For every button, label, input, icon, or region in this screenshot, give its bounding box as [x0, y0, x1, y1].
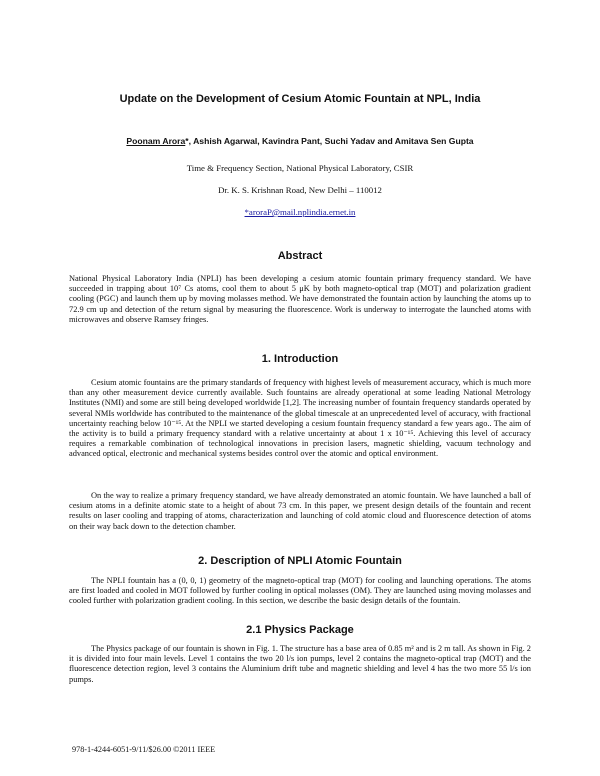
section-2-1-paragraph-1-text: The Physics package of our fountain is shown in Fig. 1. The structure has a base area of 0.85 m² and is 2 m tall. As shown in Fig. 2 it is divided into four main levels. Level 1 contains the two 20 l/s ion pumps, level 2 contains the magneto-optical trap (MOT) and the fluorescence detection region, level 3 contains the Aluminium drift tube and magnetic shielding and level 4 has the two more 55 l/s ion pumps. — [69, 644, 531, 684]
affiliation-line-2: Dr. K. S. Krishnan Road, New Delhi – 110012 — [218, 185, 382, 195]
section-2-paragraph-1 — [69, 576, 531, 607]
abstract-text: National Physical Laboratory India (NPLI) has been developing a cesium atomic fountain primary frequency standard. We have succeeded in trapping about 10⁷ Cs atoms, cool them to about 5 μK by both magneto-optical trap (MOT) and polarization gradient cooling (PGC) and launch them up by moving molasses method. We have demonstrated the fountain action by launching the atoms up to 72.9 cm up and detection of the return signal by measuring the fluorescence. Work is underway to interrogate the launched atoms with microwaves and observe Ramsey fringes. — [69, 274, 531, 324]
copyright-footer: 978-1-4244-6051-9/11/$26.00 ©2011 IEEE — [72, 745, 216, 754]
section-2-1-paragraph-1 — [69, 644, 531, 685]
other-authors: *, Ashish Agarwal, Kavindra Pant, Suchi Yadav and Amitava Sen Gupta — [185, 136, 474, 146]
author-list — [0, 136, 600, 146]
section-1-paragraph-1 — [69, 378, 531, 460]
section-1-paragraph-2 — [69, 491, 531, 532]
section-2-1-heading: 2.1 Physics Package — [246, 624, 354, 636]
abstract-heading: Abstract — [277, 250, 323, 262]
section-1-paragraph-1-text: Cesium atomic fountains are the primary standards of frequency with highest levels of measurement accuracy, which is much more than any other measurement device currently available. Such fountains are already operational at some leading National Metrology Institutes (NMI) and some are still being developed worldwide [1,2]. The increasing number of fountain frequency standards operated by several NMIs worldwide has contributed to the maintenance of the global timescale at an unprecedented level of accuracy, with fractional uncertainty reaching below 10⁻¹⁵. At the NPLI we started developing a cesium fountain frequency standard a few years ago.. The aim of the activity is to build a primary frequency standard with a relative uncertainty at about 1 x 10⁻¹⁵. Achieving this level of accuracy requires a remarkable combination of technological innovations in precision lasers, magnetic shielding, vacuum technology and advanced optical, electronic and mechanical systems besides control over the atomic and optical environment. — [69, 378, 531, 459]
affiliation-line-1: Time & Frequency Section, National Physical Laboratory, CSIR — [186, 163, 414, 173]
section-2-paragraph-1-text: The NPLI fountain has a (0, 0, 1) geometry of the magneto-optical trap (MOT) for cooling and launching operations. The atoms are first loaded and cooled in MOT followed by further cooling in optical molasses (OM). They are launched using moving molasses and cooled further with polarization gradient cooling. In this section, we describe the basic design details of the fountain. — [69, 576, 531, 606]
section-1-heading: 1. Introduction — [261, 353, 339, 365]
section-2-heading: 2. Description of NPLI Atomic Fountain — [198, 555, 402, 567]
paper-title: Update on the Development of Cesium Atomic Fountain at NPL, India — [119, 93, 481, 105]
first-author: Poonam Arora — [126, 136, 186, 146]
author-email-link[interactable]: *aroraP@mail.nplindia.ernet.in — [244, 207, 356, 217]
section-1-paragraph-2-text: On the way to realize a primary frequency standard, we have already demonstrated an atomic fountain. We have launched a ball of cesium atoms in a definite atomic state to a height of about 73 cm. In this paper, we present design details of the fountain and recent results on laser cooling and trapping of atoms, characterization and launching of cold atomic cloud and fluorescence detection of atoms on their way back down to the detection chamber. — [69, 491, 531, 531]
